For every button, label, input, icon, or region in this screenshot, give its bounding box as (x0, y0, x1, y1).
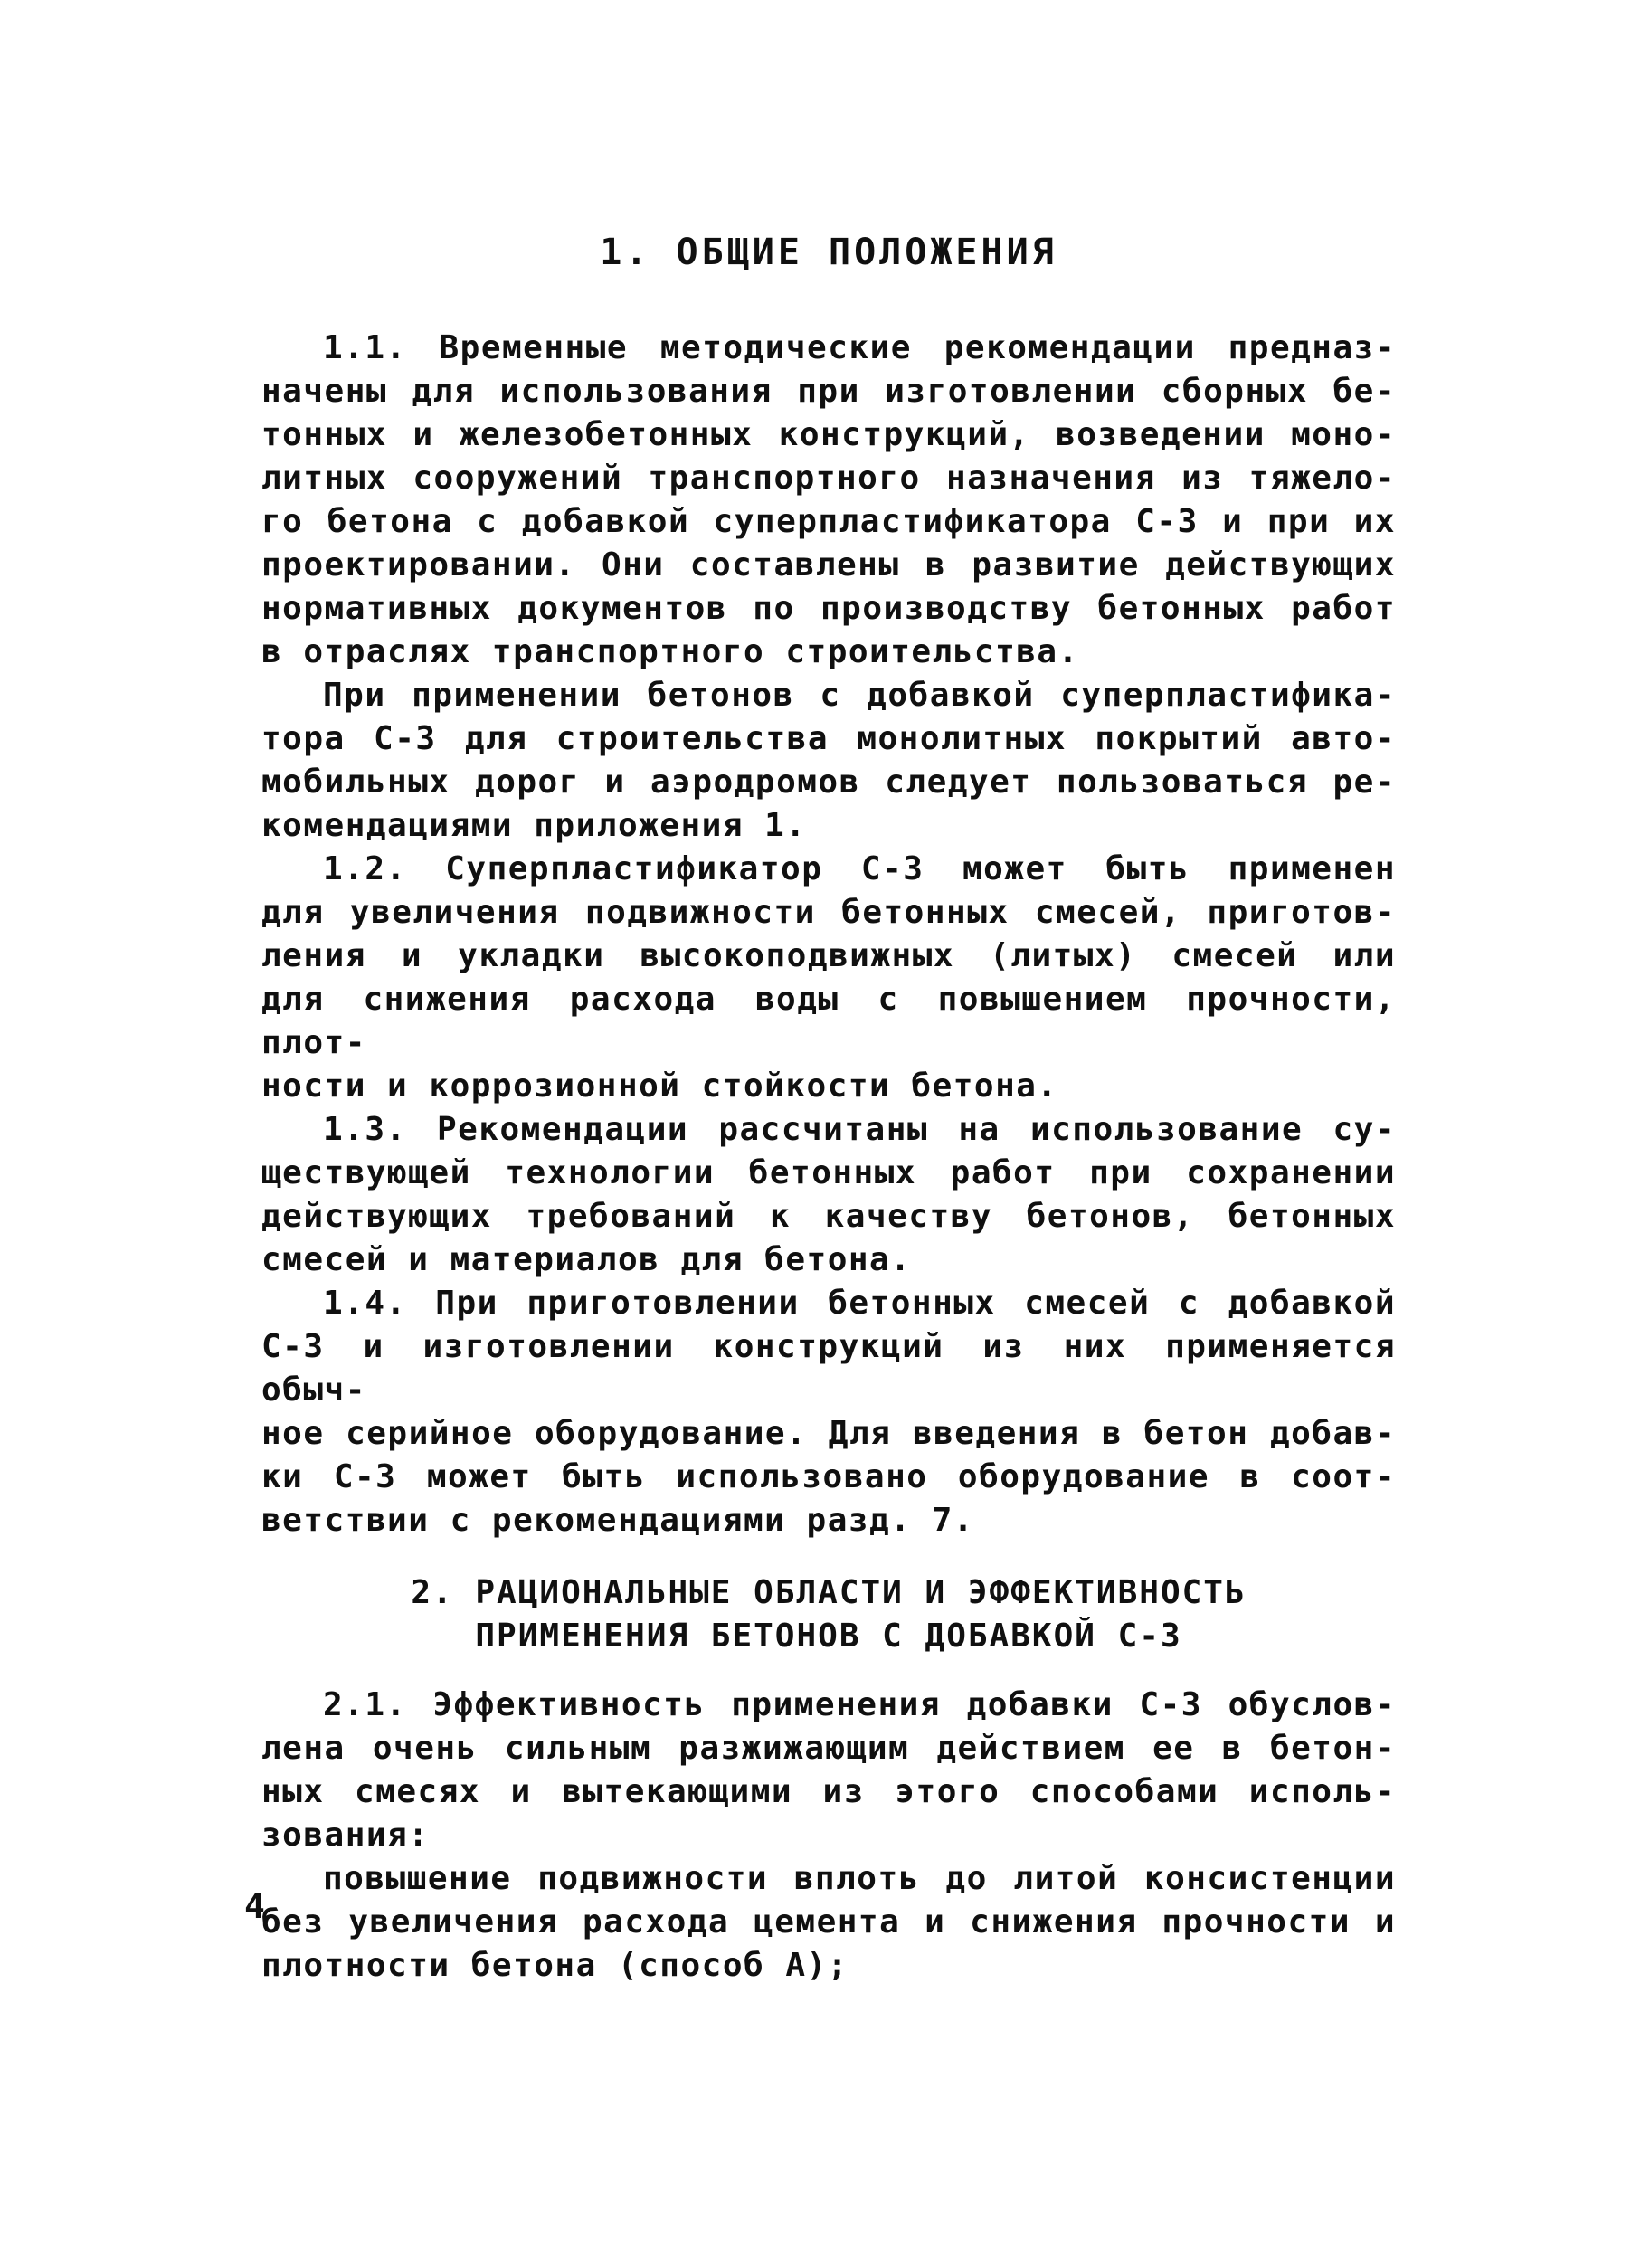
text-line: При применении бетонов с добавкой суперпластифика- (323, 677, 1396, 714)
paragraph-2-1-item-a (261, 1857, 1396, 1988)
text-line: зования: (261, 1817, 430, 1854)
text-line: проектировании. Они составлены в развитие действующих (261, 546, 1396, 584)
text-line: ности и коррозионной стойкости бетона. (261, 1068, 1058, 1105)
text-line: ветствии с рекомендациями разд. 7. (261, 1502, 974, 1539)
document-body (261, 231, 1396, 1988)
text-line: тонных и железобетонных конструкций, возведении моно- (261, 416, 1396, 453)
paragraph-1-1a (261, 674, 1396, 848)
text-line: ления и укладки высокоподвижных (литых) смесей или (261, 937, 1396, 974)
heading-line: ПРИМЕНЕНИЯ БЕТОНОВ С ДОБАВКОЙ С-3 (475, 1618, 1182, 1655)
text-line: мобильных дорог и аэродромов следует пользоваться ре- (261, 764, 1396, 801)
section-2-heading (261, 1571, 1396, 1658)
text-line: тора С-3 для строительства монолитных покрытий авто- (261, 720, 1396, 757)
paragraph-1-2 (261, 848, 1396, 1108)
text-line: литных сооружений транспортного назначения из тяжело- (261, 460, 1396, 497)
text-line: в отраслях транспортного строительства. (261, 633, 1079, 670)
text-line: действующих требований к качеству бетонов, бетонных (261, 1198, 1396, 1235)
text-line: нормативных документов по производству бетонных работ (261, 590, 1396, 627)
text-line: лена очень сильным разжижающим действием ее в бетон- (261, 1730, 1396, 1767)
text-line: смесей и материалов для бетона. (261, 1241, 912, 1278)
paragraph-1-1 (261, 327, 1396, 674)
text-line: ных смесях и вытекающими из этого способами исполь- (261, 1773, 1396, 1810)
text-line: го бетона с добавкой суперпластификатора С-3 и при их (261, 503, 1396, 540)
text-line: комендациями приложения 1. (261, 807, 807, 844)
text-line: 2.1. Эффективность применения добавки С-3 обуслов- (323, 1686, 1396, 1723)
heading-line: 2. РАЦИОНАЛЬНЫЕ ОБЛАСТИ И ЭФФЕКТИВНОСТЬ (411, 1574, 1247, 1611)
text-line: повышение подвижности вплоть до литой консистенции (323, 1860, 1396, 1897)
page-number: 4 (244, 1886, 265, 1926)
paragraph-2-1 (261, 1684, 1396, 1857)
text-line: без увеличения расхода цемента и снижения прочности и (261, 1903, 1396, 1941)
paragraph-1-4 (261, 1282, 1396, 1542)
text-line: начены для использования при изготовлении сборных бе- (261, 373, 1396, 410)
text-line: С-3 и изготовлении конструкций из них применяется обыч- (261, 1328, 1396, 1409)
text-line: ное серийное оборудование. Для введения в бетон добав- (261, 1415, 1396, 1452)
text-line: 1.1. Временные методические рекомендации предназ- (323, 329, 1396, 366)
text-line: плотности бетона (способ А); (261, 1947, 849, 1984)
text-line: ществующей технологии бетонных работ при сохранении (261, 1154, 1396, 1191)
paragraph-1-3 (261, 1108, 1396, 1282)
text-line: 1.4. При приготовлении бетонных смесей с добавкой (323, 1285, 1396, 1322)
text-line: 1.3. Рекомендации рассчитаны на использование су- (323, 1111, 1396, 1148)
text-line: для увеличения подвижности бетонных смесей, приготов- (261, 894, 1396, 931)
text-line: для снижения расхода воды с повышением прочности, плот- (261, 981, 1396, 1061)
heading-line: 1. ОБЩИЕ ПОЛОЖЕНИЯ (600, 232, 1057, 273)
section-1-heading (261, 231, 1396, 274)
text-line: 1.2. Суперпластификатор С-3 может быть применен (323, 850, 1396, 887)
text-line: ки С-3 может быть использовано оборудование в соот- (261, 1458, 1396, 1495)
